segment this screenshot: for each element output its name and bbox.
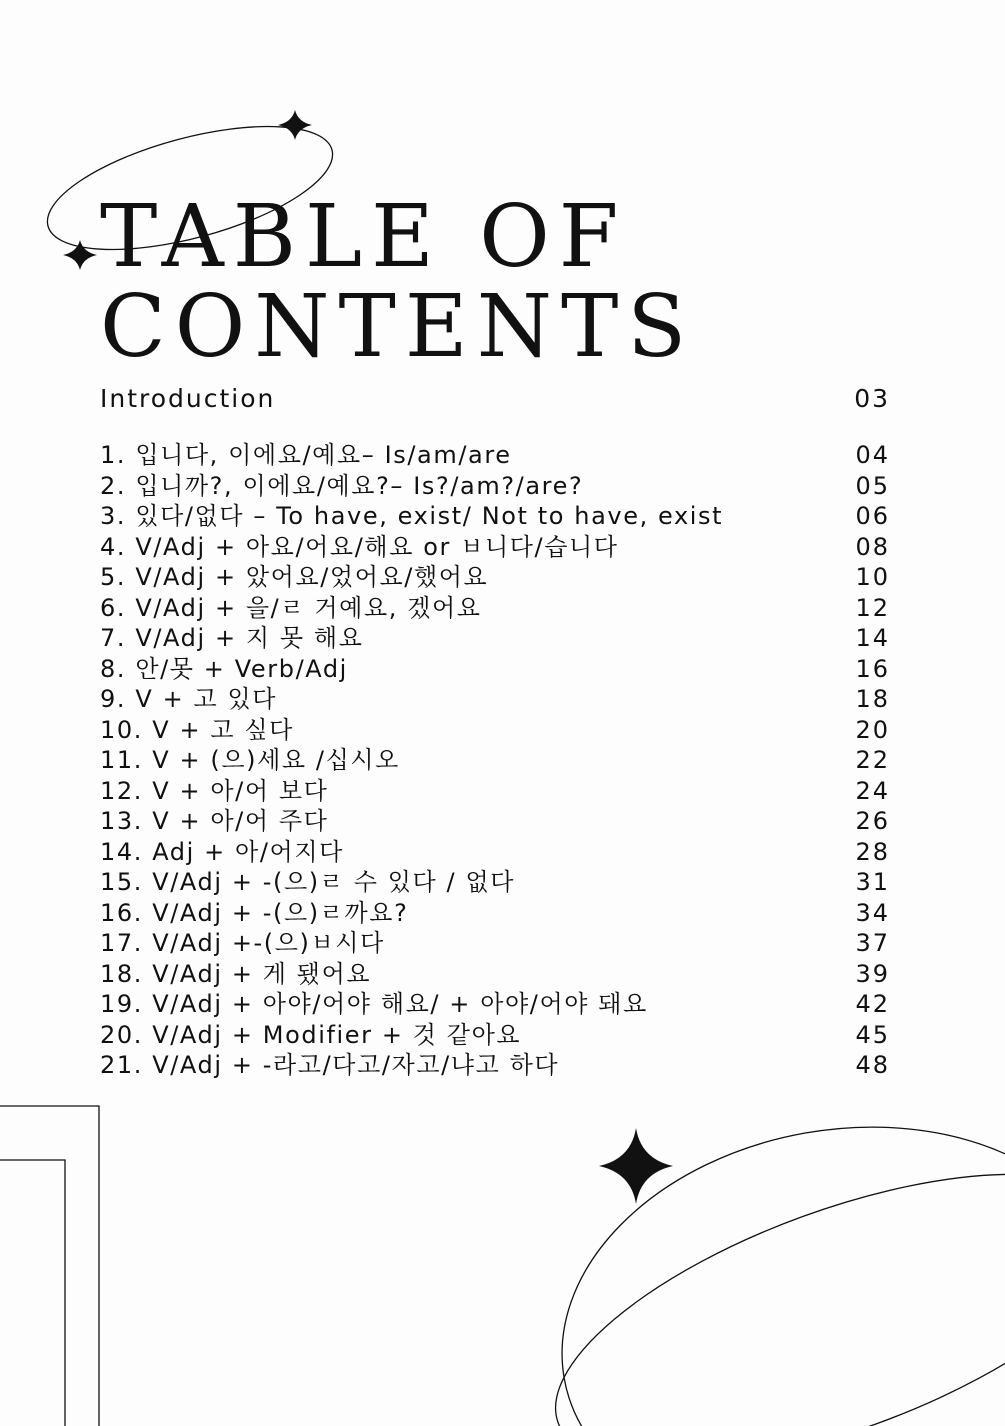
toc-entry[interactable]	[100, 623, 890, 654]
toc-entry[interactable]	[100, 898, 890, 929]
toc-entry-page: 06	[855, 502, 890, 530]
toc-entry-label: 16. V/Adj + -(으)ㄹ까요?	[100, 898, 409, 927]
toc-entry-label: 7. V/Adj + 지 못 해요	[100, 624, 364, 652]
toc-entry-introduction[interactable]	[100, 381, 890, 417]
toc-entry-label: 20. V/Adj + Modifier + 것 같아요	[100, 1020, 522, 1049]
toc-entry-page: 28	[855, 837, 890, 866]
page-title	[100, 187, 696, 377]
toc-entry[interactable]	[100, 989, 890, 1020]
toc-entry-label: 18. V/Adj + 게 됐어요	[100, 959, 372, 988]
toc-entry-label: 5. V/Adj + 았어요/었어요/했어요	[100, 563, 489, 591]
toc-entry-label: 11. V + (으)세요 /십시오	[100, 746, 400, 774]
toc-entry-label: 4. V/Adj + 아요/어요/해요 or ㅂ니다/습니다	[100, 532, 619, 561]
toc-entry[interactable]	[100, 654, 890, 685]
toc-entry-page: 48	[855, 1051, 890, 1079]
toc-entry[interactable]	[100, 440, 890, 471]
toc-entry-page: 20	[855, 715, 890, 744]
toc-entry-label: 15. V/Adj + -(으)ㄹ 수 있다 / 없다	[100, 868, 516, 896]
toc-entry[interactable]	[100, 715, 890, 746]
orbit-ring-bottom	[530, 1084, 1005, 1426]
toc-entry[interactable]	[100, 562, 890, 593]
toc-entry-page: 39	[855, 959, 890, 988]
toc-entry-page: 12	[855, 593, 890, 622]
toc-entry-page: 24	[855, 776, 890, 805]
toc-entry[interactable]	[100, 684, 890, 715]
toc-entry[interactable]	[100, 867, 890, 898]
toc-entry-page: 34	[855, 898, 890, 927]
toc-entry[interactable]	[100, 928, 890, 959]
toc-entry-label: 10. V + 고 싶다	[100, 715, 294, 744]
toc-entry[interactable]	[100, 745, 890, 776]
toc-entry-page: 22	[855, 746, 890, 774]
toc-entry-page: 08	[855, 532, 890, 561]
sparkle-icon	[63, 240, 97, 270]
toc-entry-label: 14. Adj + 아/어지다	[100, 837, 344, 866]
toc-entry[interactable]	[100, 471, 890, 502]
sparkle-icon	[278, 110, 312, 140]
toc-entry[interactable]	[100, 806, 890, 837]
toc-entry-label: 13. V + 아/어 주다	[100, 807, 329, 835]
frame-inner	[0, 1160, 65, 1426]
frame-outer	[0, 1106, 99, 1426]
orbit-ring-bottom-2	[520, 1114, 1005, 1426]
toc-entry-page: 31	[855, 868, 890, 896]
toc-entry[interactable]	[100, 593, 890, 624]
toc-entry-page: 18	[855, 685, 890, 713]
sparkle-icon	[599, 1128, 673, 1204]
toc-entry-page: 26	[855, 807, 890, 835]
toc-entry[interactable]	[100, 1020, 890, 1051]
toc-entry-label: 3. 있다/없다 – To have, exist/ Not to have, exist	[100, 502, 724, 530]
toc-entry-page: 45	[855, 1020, 890, 1049]
toc-entry-page: 03	[854, 384, 890, 413]
toc-entry[interactable]	[100, 532, 890, 563]
toc-entry[interactable]	[100, 959, 890, 990]
toc-entry-label: 12. V + 아/어 보다	[100, 776, 329, 805]
page-title-line-1: TABLE OF	[100, 187, 628, 287]
toc-entry[interactable]	[100, 837, 890, 868]
toc-entry-page: 14	[855, 624, 890, 652]
toc-entry-label: 21. V/Adj + -라고/다고/자고/냐고 하다	[100, 1051, 560, 1079]
toc-list	[100, 440, 890, 1081]
toc-entry-page: 16	[855, 654, 890, 683]
toc-entry[interactable]	[100, 1050, 890, 1081]
toc-entry-label: 8. 안/못 + Verb/Adj	[100, 654, 348, 683]
toc-entry-label: 19. V/Adj + 아야/어야 해요/ + 아야/어야 돼요	[100, 990, 648, 1018]
toc-entry-label: 6. V/Adj + 을/ㄹ 거예요, 겠어요	[100, 593, 482, 622]
toc-entry-label: 9. V + 고 있다	[100, 685, 278, 713]
toc-entry-page: 05	[855, 471, 890, 500]
toc-entry-page: 04	[855, 441, 890, 469]
toc-entry-label: Introduction	[100, 384, 276, 413]
toc-entry-label: 17. V/Adj +-(으)ㅂ시다	[100, 929, 385, 957]
toc-entry[interactable]	[100, 501, 890, 532]
toc-entry-label: 2. 입니까?, 이에요/예요?– Is?/am?/are?	[100, 471, 584, 500]
toc-entry-page: 37	[855, 929, 890, 957]
toc-entry-page: 10	[855, 563, 890, 591]
toc-entry-label: 1. 입니다, 이에요/예요– Is/am/are	[100, 441, 512, 469]
page-title-line-2: CONTENTS	[100, 277, 696, 377]
toc-entry[interactable]	[100, 776, 890, 807]
toc-entry-page: 42	[855, 990, 890, 1018]
